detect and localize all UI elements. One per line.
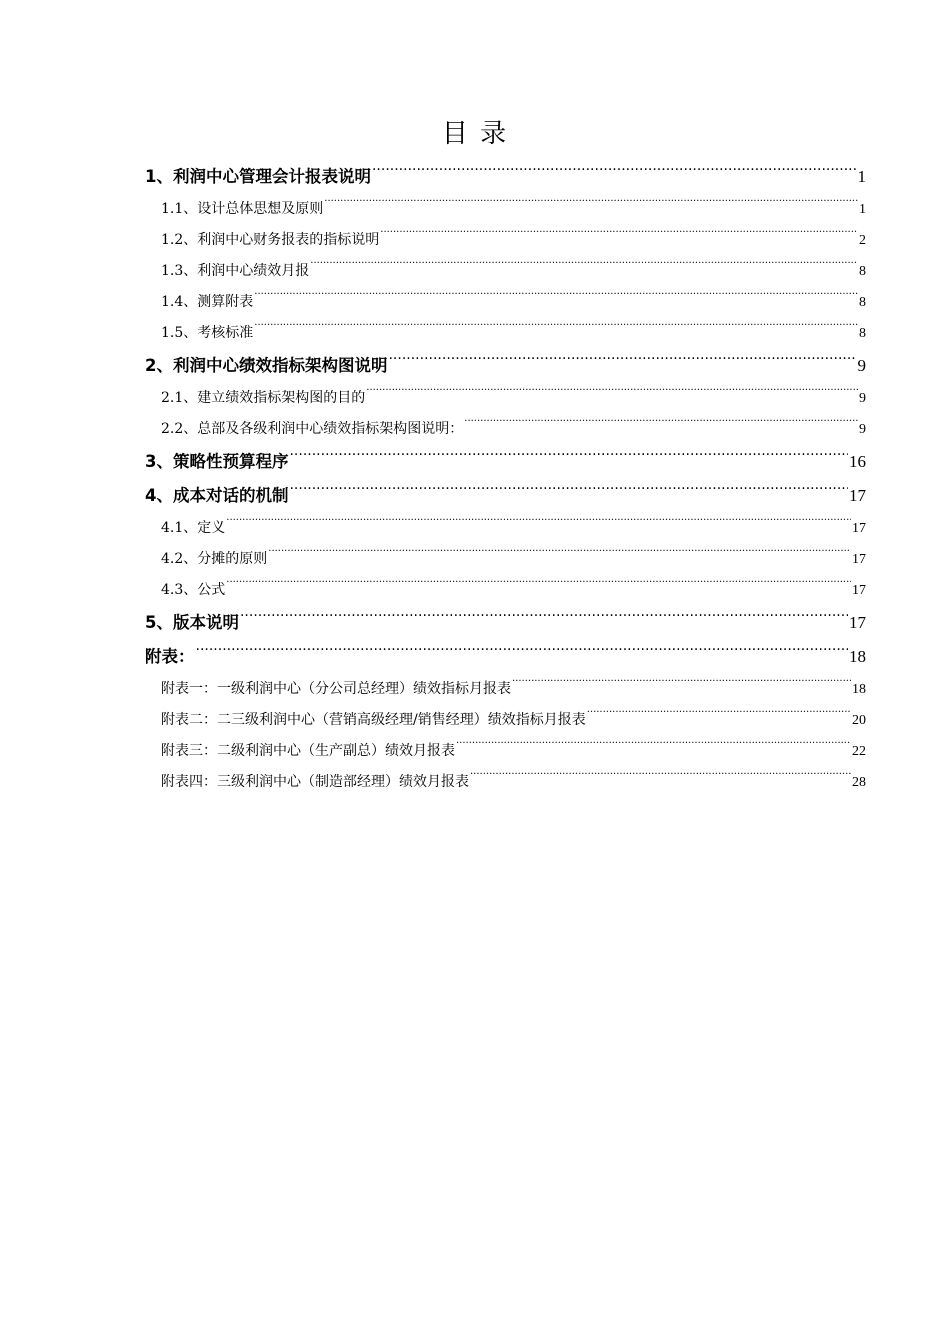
toc-page-number: 17 bbox=[852, 552, 866, 567]
toc-entry[interactable] bbox=[145, 479, 866, 513]
toc-list bbox=[145, 160, 866, 798]
toc-entry[interactable] bbox=[145, 736, 866, 767]
toc-entry[interactable] bbox=[145, 606, 866, 640]
toc-page-number: 1 bbox=[859, 202, 866, 217]
toc-entry[interactable] bbox=[145, 674, 866, 705]
toc-entry[interactable] bbox=[145, 194, 866, 225]
toc-entry-label: 1、利润中心管理会计报表说明 bbox=[145, 167, 371, 186]
toc-leader-dots bbox=[196, 646, 849, 663]
toc-entry[interactable] bbox=[145, 256, 866, 287]
toc-entry[interactable] bbox=[145, 287, 866, 318]
toc-leader-dots bbox=[254, 292, 858, 306]
toc-leader-dots bbox=[240, 612, 848, 629]
toc-entry[interactable] bbox=[145, 383, 866, 414]
toc-entry-label: 附表三：二级利润中心（生产副总）绩效月报表 bbox=[161, 743, 455, 759]
toc-leader-dots bbox=[366, 388, 858, 402]
toc-entry[interactable] bbox=[145, 318, 866, 349]
toc-entry[interactable] bbox=[145, 640, 866, 674]
toc-entry-label: 1.5、考核标准 bbox=[161, 325, 254, 341]
toc-leader-dots bbox=[512, 679, 851, 693]
toc-page-number: 8 bbox=[859, 295, 866, 310]
toc-entry-label: 4、成本对话的机制 bbox=[145, 486, 289, 505]
toc-entry-label: 4.2、分摊的原则 bbox=[161, 551, 268, 567]
toc-entry-label: 4.1、定义 bbox=[161, 520, 226, 536]
toc-page-number: 18 bbox=[852, 682, 866, 697]
toc-entry[interactable] bbox=[145, 767, 866, 798]
toc-leader-dots bbox=[470, 772, 851, 786]
toc-leader-dots bbox=[380, 230, 858, 244]
toc-entry[interactable] bbox=[145, 544, 866, 575]
toc-entry[interactable] bbox=[145, 349, 866, 383]
toc-page-number: 22 bbox=[852, 744, 866, 759]
toc-page-number: 28 bbox=[852, 775, 866, 790]
toc-leader-dots bbox=[310, 261, 858, 275]
toc-page-number: 8 bbox=[859, 326, 866, 341]
toc-entry-label: 附表： bbox=[145, 647, 195, 666]
toc-entry-label: 5、版本说明 bbox=[145, 613, 239, 632]
toc-entry-label: 1.2、利润中心财务报表的指标说明 bbox=[161, 232, 380, 248]
toc-page-number: 2 bbox=[859, 233, 866, 248]
toc-page-number: 8 bbox=[859, 264, 866, 279]
toc-page-number: 9 bbox=[859, 422, 866, 437]
toc-entry-label: 4.3、公式 bbox=[161, 582, 226, 598]
toc-entry-label: 3、策略性预算程序 bbox=[145, 452, 289, 471]
toc-page-number: 17 bbox=[849, 486, 866, 505]
toc-page-number: 17 bbox=[852, 583, 866, 598]
toc-entry-label: 1.4、测算附表 bbox=[161, 294, 254, 310]
toc-entry[interactable] bbox=[145, 705, 866, 736]
toc-leader-dots bbox=[587, 710, 851, 724]
toc-page-number: 20 bbox=[852, 713, 866, 728]
toc-page-number: 1 bbox=[857, 167, 866, 186]
toc-leader-dots bbox=[464, 419, 858, 433]
toc-entry-label: 1.1、设计总体思想及原则 bbox=[161, 201, 324, 217]
toc-entry-label: 附表二：二三级利润中心（营销高级经理/销售经理）绩效指标月报表 bbox=[161, 712, 586, 728]
toc-leader-dots bbox=[226, 518, 851, 532]
toc-page-number: 17 bbox=[849, 613, 866, 632]
toc-page-number: 16 bbox=[849, 452, 866, 471]
toc-entry-label: 2.1、建立绩效指标架构图的目的 bbox=[161, 390, 366, 406]
toc-leader-dots bbox=[456, 741, 851, 755]
toc-leader-dots bbox=[226, 580, 851, 594]
toc-leader-dots bbox=[268, 549, 851, 563]
toc-leader-dots bbox=[289, 451, 848, 468]
toc-leader-dots bbox=[324, 199, 858, 213]
toc-entry-label: 附表四：三级利润中心（制造部经理）绩效月报表 bbox=[161, 774, 469, 790]
toc-page-number: 9 bbox=[859, 391, 866, 406]
toc-entry-label: 2、利润中心绩效指标架构图说明 bbox=[145, 356, 388, 375]
toc-page-number: 17 bbox=[852, 521, 866, 536]
toc-entry[interactable] bbox=[145, 575, 866, 606]
toc-page-number: 9 bbox=[857, 356, 866, 375]
toc-leader-dots bbox=[289, 485, 848, 502]
toc-entry-label: 2.2、总部及各级利润中心绩效指标架构图说明： bbox=[161, 421, 464, 437]
toc-page-number: 18 bbox=[849, 647, 866, 666]
toc-entry[interactable] bbox=[145, 160, 866, 194]
toc-leader-dots bbox=[372, 166, 857, 183]
toc-entry-label: 附表一：一级利润中心（分公司总经理）绩效指标月报表 bbox=[161, 681, 511, 697]
toc-entry[interactable] bbox=[145, 414, 866, 445]
toc-entry[interactable] bbox=[145, 225, 866, 256]
toc-entry[interactable] bbox=[145, 445, 866, 479]
toc-leader-dots bbox=[254, 323, 858, 337]
toc-entry-label: 1.3、利润中心绩效月报 bbox=[161, 263, 310, 279]
toc-entry[interactable] bbox=[145, 513, 866, 544]
toc-leader-dots bbox=[388, 355, 856, 372]
toc-title: 目 录 bbox=[441, 119, 509, 149]
